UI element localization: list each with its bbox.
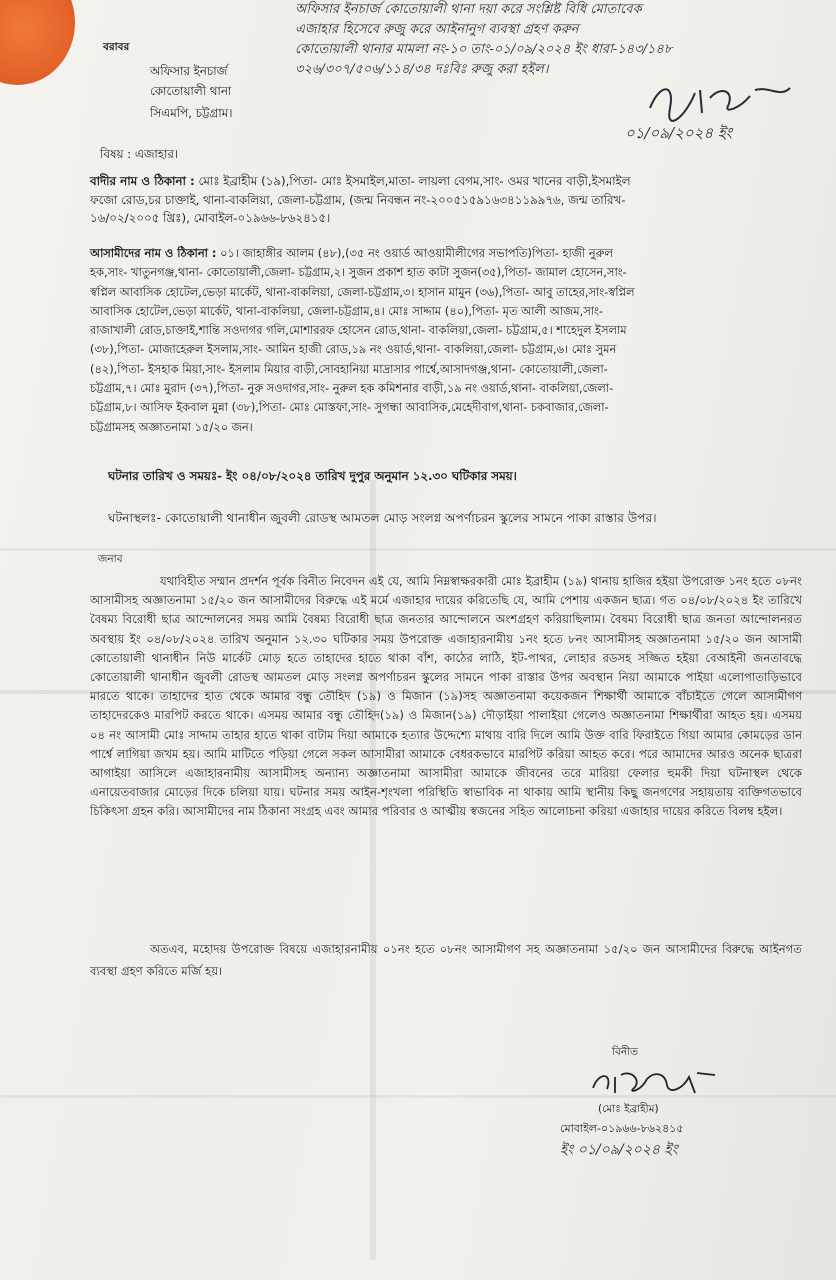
orange-sticker [0,0,75,85]
closing-paragraph: অতএব, মহোদয় উপরোক্ত বিষয়ে এজাহারনামীয় ০১নং হতে ০৮নং আসামীগণ সহ অজ্ঞাতনামা ১৫/২০ জন আসামীদের বিরুদ্ধে আইনগত ব্যবস্থা গ্রহণ করিতে মর্জি হয়। [90,942,802,978]
paper-crease [0,548,836,551]
addressee-line: কোতোয়ালী থানা [150,84,232,98]
accused-line: আবাসিক হোটেল,ভেড়া মার্কেট, থানা-বাকলিয়া, জেলা-চট্টগ্রাম,৪। মোঃ সাদ্দাম (৪০),পিতা- মৃত আলী আজম,সাং- [90,303,604,318]
complainant-signature-icon [585,1063,725,1103]
plaintiff-label: বাদীর নাম ও ঠিকানা : [90,174,195,188]
signature-label: বিনীত [612,1046,638,1058]
plaintiff-block [90,172,800,228]
annotation-line: কোতোয়ালী থানার মামলা নং-১০ তাং-০১/০৯/২০২৪ ইং ধারা-১৪৩/১৪৮ [295,42,673,57]
annotation-line: ৩২৬/৩০৭/৫০৬/১১৪/৩৪ দঃবিঃ রুজু করা হইল। [295,62,549,77]
accused-line: (৩৮),পিতা- মোজাহেরুল ইসলাম,সাং- আমিন হাজী রোড,১৯ নং ওয়ার্ড,থানা- বাকলিয়া,জেলা- চট্টগ্রাম,৬। মোঃ সুমন [90,342,617,357]
plaintiff-line: ফজো রোড,চর চাক্তাই, থানা-বাকলিয়া, জেলা-চট্টগ্রাম, (জন্ম নিবন্ধন নং-২০০৫১৫৯১৬৩৪১১৯৯৭৬, জন্ম তারিখ- [90,192,626,207]
signature-mobile: মোবাইল-০১৯৬৬-৮৬২৪১৫ [560,1122,684,1135]
signature-date: ইং ০১/০৯/২০২৪ ইং [560,1142,678,1158]
complaint-body: যথাবিহীত সম্মান প্রদর্শন পূর্বক বিনীত নিবেদন এই যে, আমি নিম্নস্বাক্ষরকারী মোঃ ইব্রাহীম (১৯) থানায় হাজির হইয়া উপরোক্ত ১নং হতে ০৮নং আসামীসহ অজ্ঞাতনামা ১৫/২০ জন আসামীদের বিরুদ্ধে এই মর্মে এজাহার দায়ের করিতেছি যে, আমি পেশায় একজন ছাত্র। গত ০৪/০৮/২০২৪ ইং তারিখে বৈষম্য বিরোধী ছাত্র আন্দোলনের সময় আমি বৈষম্য বিরোধী ছাত্র জনতার আন্দোলনে অংশগ্রহণ করিয়াছিলাম। বৈষম্য বিরোধী ছাত্র জনতা আন্দোলনরত অবস্থায় ইং ০৪/০৮/২০২৪ তারিখ অনুমান ১২.৩০ ঘটিকার সময় উপরোক্ত এজাহারনামীয় ১নং হতে ৮নং আসামীসহ অজ্ঞাতনামা ১৫/২০ জন আসামী কোতোয়ালী থানাধীন নিউ মার্কেট মোড় হতে তাহাদের হাতে থাকা বাঁশ, কাঠের লাঠি, ইট-পাথর, লোহার রডসহ সজ্জিত হইয়া বেআইনী জনতাবদ্ধে কোতোয়ালী থানাধীন জুবলী রোডস্থ আমতল মোড় সংলগ্ন অপর্ণাচরন স্কুলের সামনে পাকা রাস্তার উপর অবস্থান নিয়া আমাকে পাইয়া এলোপাতাড়িভাবে মারতে থাকে। তাহাদের হাত থেকে আমার বন্ধু তৌহিদ (১৯) ও মিজান (১৯)সহ অজ্ঞাতনামা কয়েকজন শিক্ষার্থী আমাকে বাঁচাইতে গেলে আসামীগণ তাহাদেরকেও মারপিট করতে থাকে। এসময় আমার বন্ধু তৌহিদ(১৯) ও মিজান(১৯) দৌড়াইয়া পালাইয়া গেলেও অজ্ঞাতনামা শিক্ষার্থীরা আহত হয়। এসময় ০৪ নং আসামী মোঃ সাদ্দাম তাহার হাতে থাকা বাটাম দিয়া আমাকে হত্যার উদ্দেশ্যে মাথায় বারি দিলে আমি উক্ত বারি ফিরাইতে গিয়া আমার কোমড়ের ডান পার্শ্বে লাগিয়া জখম হয়। আমি মাটিতে পড়িয়া গেলে সকল আসামীরা আমাকে বেধরকভাবে মারপিট করিয়া আহত করে। পরে আমাদের আরও অনেক ছাত্ররা আগাইয়া আসিলে এজাহারনামীয় আসামীসহ অন্যান্য অজ্ঞাতনামা আসামীরা আমাকে জীবনের তরে মারিয়া ফেলার হুমকী দিয়া ঘটনাস্থল থেকে এনায়েতবাজার মোড়ের দিকে চলিয়া যায়। ঘটনার সময় আইন-শৃংখলা পরিস্থিতি স্বাভাবিক না থাকায় আমি স্থানীয় কিছু জনগণের সহায়তায় ব্যক্তিগতভাবে চিকিৎসা গ্রহন করি। আসামীদের নাম ঠিকানা সংগ্রহ এবং আমার পরিবার ও আত্মীয় স্বজনের সহিত আলোচনা করিয়া এজাহার দায়ের করিতে বিলম্ব হইল। [90,574,802,819]
accused-line: ০১। জাহাঙ্গীর আলম (৪৮),(৩৫ নং ওয়ার্ড আওয়ামীলীগের সভাপতি)পিতা- হাজী নুরুল [220,246,613,260]
annotation-date: ০১/০৯/২০২৪ ইং [625,124,733,142]
accused-line: (৪২),পিতা- ইসহাক মিয়া,সাং- ইসলাম মিয়ার বাড়ী,সোবহানিয়া মাদ্রাসার পার্শ্বে,আসাদগঞ্জ,থানা- কোতোয়ালী,জেলা- [90,361,608,376]
accused-line: চট্টগ্রাম,৭। মোঃ মুরাদ (৩৭),পিতা- নুরু সওদাগর,সাং- নুরুল হক কমিশনার বাড়ী,১৯ নং ওয়ার্ড,থানা- বাকলিয়া,জেলা- [90,381,614,396]
accused-line: চট্টগ্রাম,৮। আসিফ ইকবাল মুন্না (৩৮),পিতা- মোঃ মোস্তফা,সাং- সুগন্ধা আবাসিক,মেহেদীবাগ,থানা- চকবাজার,জেলা- [90,400,609,415]
addressee-line: সিএমপি, চট্টগ্রাম। [150,106,233,120]
subject: বিষয় : এজাহার। [100,147,179,161]
accused-line: রাজাখালী রোড,চাক্তাই,শান্তি সওদাগর গলি,মোশাররফ হোসেন রোড,থানা- বাকলিয়া,জেলা- চট্টগ্রাম,৫। শাহেদুল ইসলাম [90,323,627,338]
accused-block [90,244,802,437]
addressee-line: অফিসার ইনচার্জ [150,64,228,78]
handwritten-annotation [295,0,825,80]
greeting: জনাব [98,553,123,565]
accused-line: চট্টগ্রামসহ অজ্ঞাতনামা ১৫/২০ জন। [90,419,253,434]
salutation: বরাবর [103,41,130,53]
annotation-line: অফিসার ইনচার্জ কোতোয়ালী থানা দয়া করে সংশ্লিষ্ট বিধি মোতাবেক [295,2,642,17]
officer-signature-icon [640,78,800,123]
accused-label: আসামীদের নাম ও ঠিকানা : [90,246,217,260]
plaintiff-line: ১৬/০২/২০০৫ খ্রিঃ), মোবাইল-০১৯৬৬-৮৬২৪১৫। [90,211,331,225]
accused-line: স্বপ্নিল আবাসিক হোটেল,ভেড়া মার্কেট, থানা-বাকলিয়া, জেলা-চট্টগ্রাম,৩। হাসান মামুন (৩৬),পিতা- আবু তাহের,সাং-স্বপ্নিল [90,284,635,299]
plaintiff-line: মোঃ ইব্রাহীম (১৯),পিতা- মোঃ ইসমাইল,মাতা- লায়লা বেগম,সাং- ওমর খানের বাড়ী,ইসমাইল [198,174,631,188]
incident-time: ঘটনার তারিখ ও সময়ঃ- ইং ০৪/০৮/২০২৪ তারিখ দুপুর অনুমান ১২.৩০ ঘটিকার সময়। [108,469,517,483]
signature-name: (মোঃ ইব্রাহীম) [598,1103,659,1115]
annotation-line: এজাহার হিসেবে রুজু করে আইনানুগ ব্যবস্থা গ্রহণ করুন [295,22,579,37]
incident-place: ঘটনাস্থলঃ- কোতোয়ালী থানাধীন জুবলী রোডস্থ আমতল মোড় সংলগ্ন অপর্ণাচরন স্কুলের সামনে পাকা রাস্তার উপর। [108,511,657,525]
accused-line: হক,সাং- খাতুনগঞ্জ,থানা- কোতোয়ালী,জেলা- চট্টগ্রাম,২। সুজন প্রকাশ হাত কাটা সুজন(৩৫),পিতা- জামাল হোসেন,সাং- [90,265,627,280]
